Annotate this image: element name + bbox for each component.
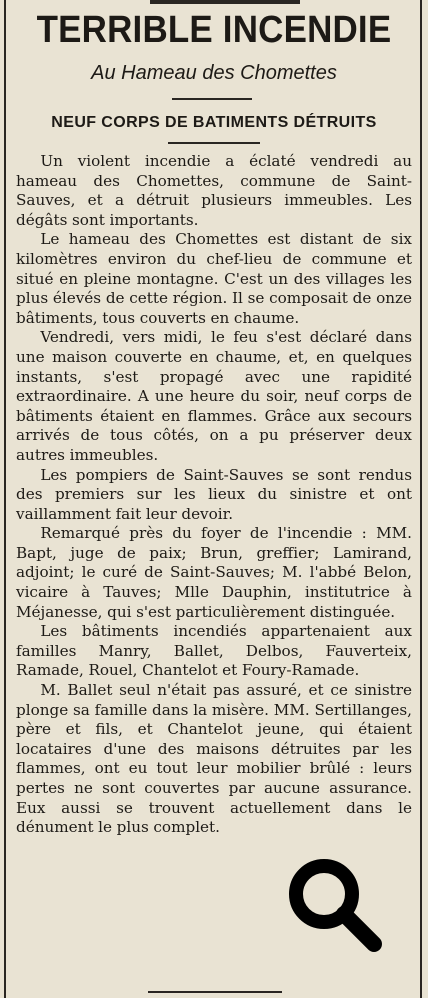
article-body [16,152,412,838]
article-paragraph: Les bâtiments incendiés appartenaient aux familles Manry, Ballet, Delbos, Fauverteix, Ramade, Rouel, Chantelot et Foury-Ramade. [16,622,412,680]
article-paragraph: Remarqué près du foyer de l'incendie : MM. Bapt, juge de paix; Brun, greffier; Lamirand, adjoint; le curé de Saint-Sauves; M. l'abbé Belon, vicaire à Tauves; Mlle Dauphin, institutrice à Méjanesse, qui s'est particulièrement distinguée. [16,524,412,621]
article-paragraph: Les pompiers de Saint-Sauves se sont rendus des premiers sur les lieux du sinistre et ont vaillamment fait leur devoir. [16,465,412,523]
top-rule [150,0,300,4]
article-headline: TERRIBLE INCENDIE [36,9,392,51]
article-paragraph: Un violent incendie a éclaté vendredi au hameau des Chomettes, commune de Saint-Sauves, et a détruit plusieurs immeubles. Les dégâts sont importants. [16,152,412,229]
article-paragraph: Vendredi, vers midi, le feu s'est déclaré dans une maison couverte en chaume, et, en quelques instants, s'est propagé avec une rapidité extraordinaire. A une heure du soir, neuf corps de bâtiments étaient en flammes. Grâce aux secours arrivés de tous côtés, on a pu préserver deux autres immeubles. [16,328,412,464]
article-subheadline: Au Hameau des Chomettes [91,62,337,84]
magnifier-icon[interactable] [278,848,390,960]
column-border-left [4,0,6,998]
divider-rule [172,98,252,100]
article-deck: NEUF CORPS DE BATIMENTS DÉTRUITS [51,114,377,131]
article-paragraph: Le hameau des Chomettes est distant de six kilomètres environ du chef-lieu de commune et situé en pleine montagne. C'est un des villages les plus élevés de cette région. Il se composait de onze bâtiments, tous couverts en chaume. [16,230,412,327]
bottom-rule [148,991,282,993]
article-paragraph: M. Ballet seul n'était pas assuré, et ce sinistre plonge sa famille dans la misère. MM. Sertillanges, père et fils, et Chantelot jeune, qui étaient locataires d'une des maisons détruites par les flammes, ont eu tout leur mobilier brûlé : leurs pertes ne sont couvertes par aucune assurance. Eux aussi se trouvent actuellement dans le dénument le plus complet. [16,681,412,837]
column-border-right [420,0,422,998]
divider-rule [168,142,260,144]
